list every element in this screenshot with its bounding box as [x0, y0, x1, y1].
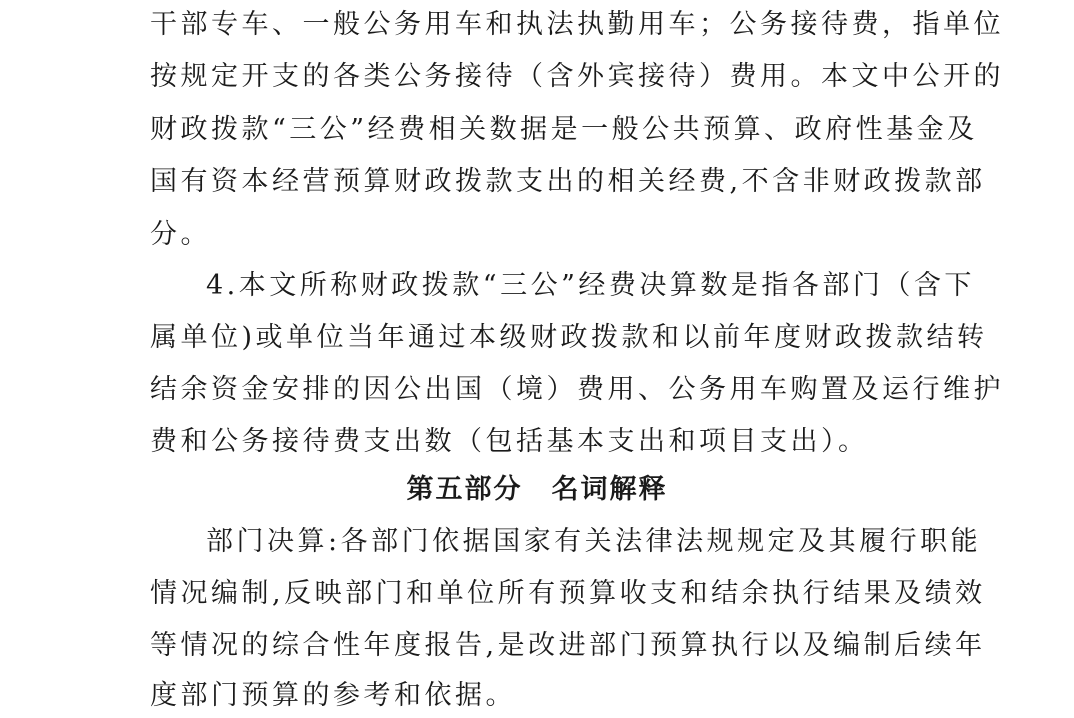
paragraph-line: 4.本文所称财政拨款“三公”经费决算数是指各部门（含下 — [206, 270, 975, 301]
paragraph-line: 分。 — [150, 219, 211, 250]
paragraph-line: 属单位)或单位当年通过本级财政拨款和以前年度财政拨款结转 — [150, 322, 988, 353]
paragraph-line: 费和公务接待费支出数（包括基本支出和项目支出）。 — [150, 426, 869, 457]
paragraph-line: 度部门预算的参考和依据。 — [150, 680, 516, 711]
paragraph-line: 等情况的综合性年度报告,是改进部门预算执行以及编制后续年 — [150, 630, 986, 661]
paragraph-line: 财政拨款“三公”经费相关数据是一般公共预算、政府性基金及 — [150, 114, 978, 145]
paragraph-line: 结余资金安排的因公出国（境）费用、公务用车购置及运行维护 — [150, 374, 1004, 405]
section-heading: 第五部分 名词解释 — [406, 474, 668, 505]
paragraph-line: 按规定开支的各类公务接待（含外宾接待）费用。本文中公开的 — [150, 61, 1004, 92]
paragraph-line: 干部专车、一般公务用车和执法执勤用车；公务接待费，指单位 — [150, 9, 1004, 40]
paragraph-line: 部门决算:各部门依据国家有关法律法规规定及其履行职能 — [206, 526, 982, 557]
paragraph-line: 情况编制,反映部门和单位所有预算收支和结余执行结果及绩效 — [150, 578, 986, 609]
paragraph-line: 国有资本经营预算财政拨款支出的相关经费,不含非财政拨款部 — [150, 166, 986, 197]
